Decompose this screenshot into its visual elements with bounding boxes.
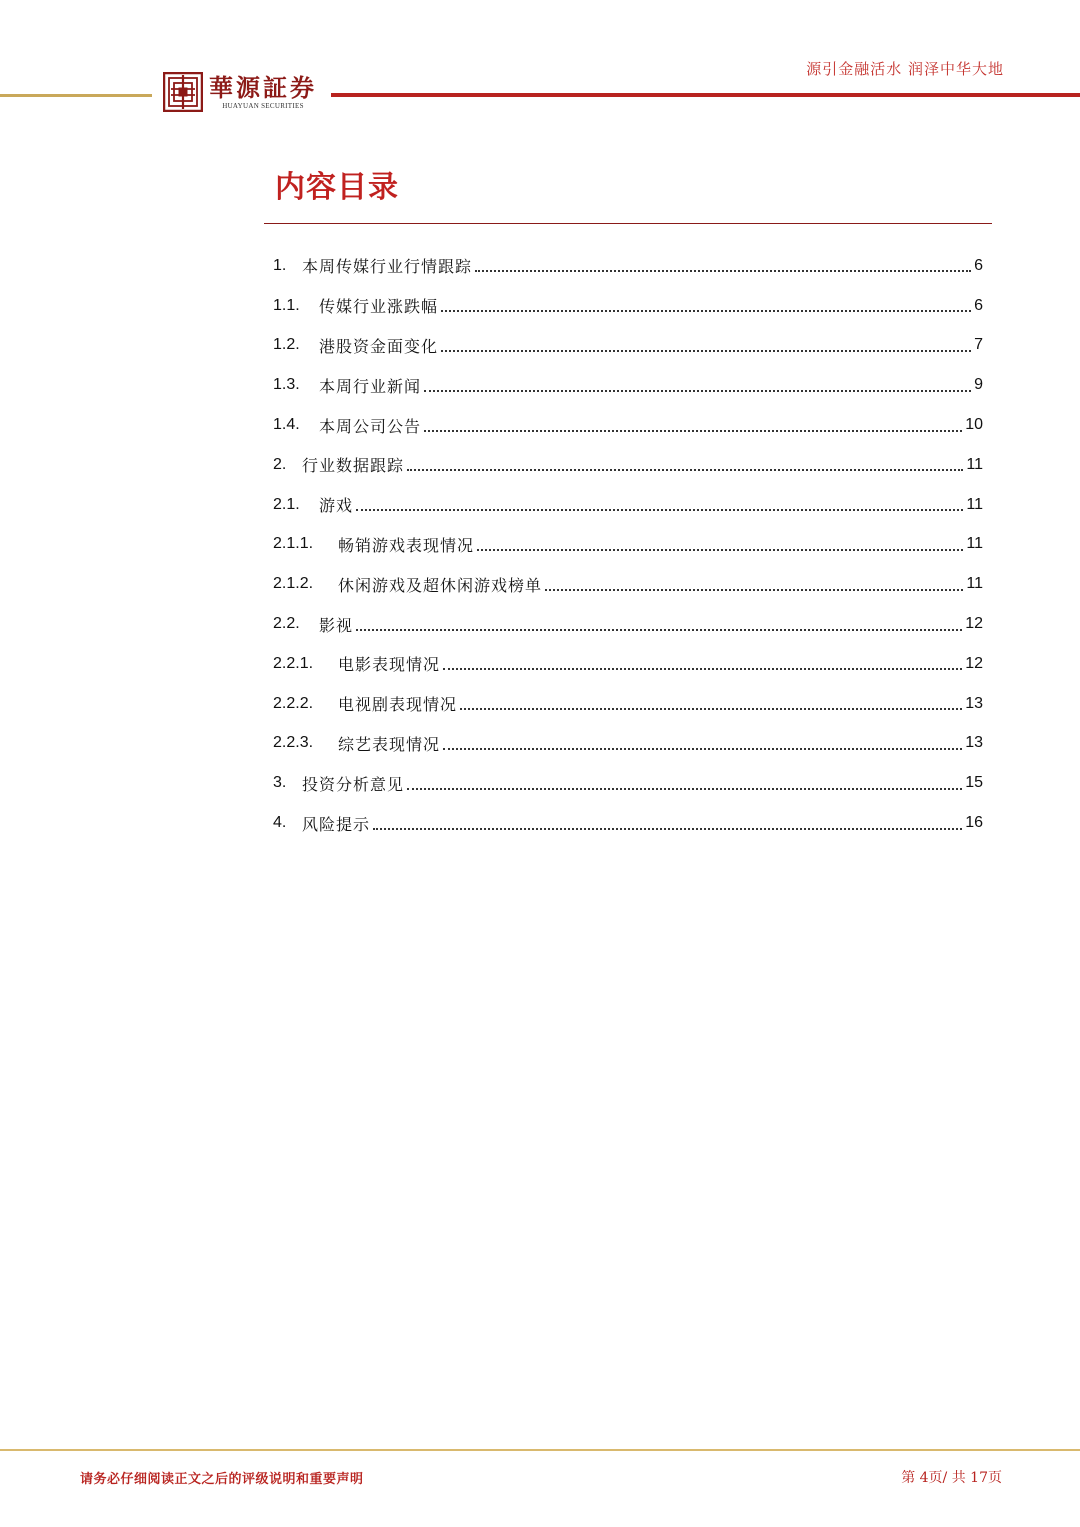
- toc-entry-title: 投资分析意见: [302, 774, 405, 794]
- toc-entry-title: 行业数据跟踪: [302, 456, 405, 476]
- footer-rule: [0, 1449, 1080, 1451]
- toc-dot-leader: [424, 389, 971, 392]
- toc-entry-page: 9: [974, 376, 983, 394]
- toc-entry-number: 1.: [273, 256, 287, 274]
- toc-dot-leader: [356, 508, 963, 511]
- toc-entry-page: 7: [974, 336, 983, 354]
- header-rule-gold: [0, 94, 152, 97]
- toc-entry[interactable]: [273, 644, 983, 684]
- toc-entry-number: 2.2.: [273, 615, 300, 633]
- toc-entry-page: 13: [965, 734, 983, 752]
- toc-entry-page: 12: [965, 654, 983, 672]
- toc-entry-title: 休闲游戏及超休闲游戏榜单: [338, 575, 543, 595]
- toc-entry-page: 11: [966, 455, 983, 473]
- toc-entry[interactable]: [273, 445, 983, 485]
- toc-entry-title: 本周行业新闻: [319, 376, 422, 396]
- toc-list: [273, 246, 983, 843]
- toc-entry-page: 15: [965, 774, 983, 792]
- toc-entry-title: 电影表现情况: [338, 655, 441, 675]
- toc-entry-title: 畅销游戏表现情况: [338, 535, 475, 555]
- toc-entry-number: 2.2.3.: [273, 734, 314, 752]
- toc-dot-leader: [443, 747, 962, 750]
- toc-entry[interactable]: [273, 525, 983, 565]
- toc-entry-number: 2.1.: [273, 495, 300, 513]
- toc-title-rule: [264, 223, 992, 224]
- toc-dot-leader: [441, 349, 971, 352]
- toc-entry[interactable]: [273, 803, 983, 843]
- toc-entry-number: 1.1.: [273, 296, 300, 314]
- toc-entry[interactable]: [273, 365, 983, 405]
- toc-entry-title: 电视剧表现情况: [338, 695, 458, 715]
- header-rule-red: [331, 93, 1080, 97]
- logo-wordmark: [209, 74, 317, 111]
- toc-dot-leader: [475, 269, 971, 272]
- toc-entry-page: 11: [966, 535, 983, 553]
- toc-dot-leader: [477, 548, 963, 551]
- toc-dot-leader: [407, 787, 962, 790]
- toc-entry-number: 1.3.: [273, 376, 300, 394]
- toc-entry-page: 6: [974, 296, 983, 314]
- toc-title: 内容目录: [275, 170, 399, 205]
- toc-dot-leader: [443, 667, 962, 670]
- toc-entry-title: 综艺表现情况: [338, 734, 441, 754]
- toc-entry-title: 本周公司公告: [319, 416, 422, 436]
- toc-entry[interactable]: [273, 405, 983, 445]
- toc-entry-title: 游戏: [319, 496, 354, 516]
- toc-entry-number: 4.: [273, 814, 287, 832]
- toc-entry-page: 10: [965, 416, 983, 434]
- footer-disclaimer: 请务必仔细阅读正文之后的评级说明和重要声明: [80, 1472, 364, 1487]
- header-slogan: 源引金融活水 润泽中华大地: [806, 60, 1004, 78]
- toc-dot-leader: [460, 707, 962, 710]
- company-logo: [163, 72, 317, 112]
- toc-entry[interactable]: [273, 564, 983, 604]
- toc-dot-leader: [441, 309, 971, 312]
- logo-seal-icon: [163, 72, 203, 112]
- footer-page-info: 第 4页/ 共 17页: [901, 1470, 1002, 1486]
- toc-entry-page: 16: [965, 814, 983, 832]
- toc-entry-number: 2.1.2.: [273, 575, 314, 593]
- toc-entry[interactable]: [273, 485, 983, 525]
- toc-entry-number: 2.1.1.: [273, 535, 314, 553]
- toc-entry-title: 影视: [319, 615, 354, 635]
- toc-entry[interactable]: [273, 286, 983, 326]
- toc-dot-leader: [407, 468, 963, 471]
- toc-entry-page: 11: [966, 495, 983, 513]
- toc-entry[interactable]: [273, 763, 983, 803]
- toc-entry[interactable]: [273, 246, 983, 286]
- logo-name-cn: 華源証券: [209, 72, 317, 102]
- toc-entry-number: 1.4.: [273, 416, 300, 434]
- toc-dot-leader: [545, 588, 963, 591]
- toc-dot-leader: [424, 429, 962, 432]
- toc-entry-number: 2.: [273, 455, 287, 473]
- toc-entry-number: 2.2.1.: [273, 654, 314, 672]
- toc-dot-leader: [356, 628, 962, 631]
- toc-entry[interactable]: [273, 326, 983, 366]
- toc-dot-leader: [373, 827, 962, 830]
- toc-entry-page: 11: [966, 575, 983, 593]
- toc-entry-title: 风险提示: [302, 814, 371, 834]
- toc-entry-number: 2.2.2.: [273, 694, 314, 712]
- toc-entry-page: 6: [974, 256, 983, 274]
- toc-entry-title: 本周传媒行业行情跟踪: [302, 257, 473, 277]
- logo-name-en: HUAYUAN SECURITIES: [222, 101, 304, 110]
- toc-entry-number: 1.2.: [273, 336, 300, 354]
- toc-entry[interactable]: [273, 604, 983, 644]
- toc-entry-title: 港股资金面变化: [319, 336, 439, 356]
- toc-entry-number: 3.: [273, 774, 287, 792]
- toc-entry-page: 13: [965, 694, 983, 712]
- toc-entry[interactable]: [273, 684, 983, 724]
- toc-entry-page: 12: [965, 615, 983, 633]
- toc-entry[interactable]: [273, 724, 983, 764]
- toc-entry-title: 传媒行业涨跌幅: [319, 297, 439, 317]
